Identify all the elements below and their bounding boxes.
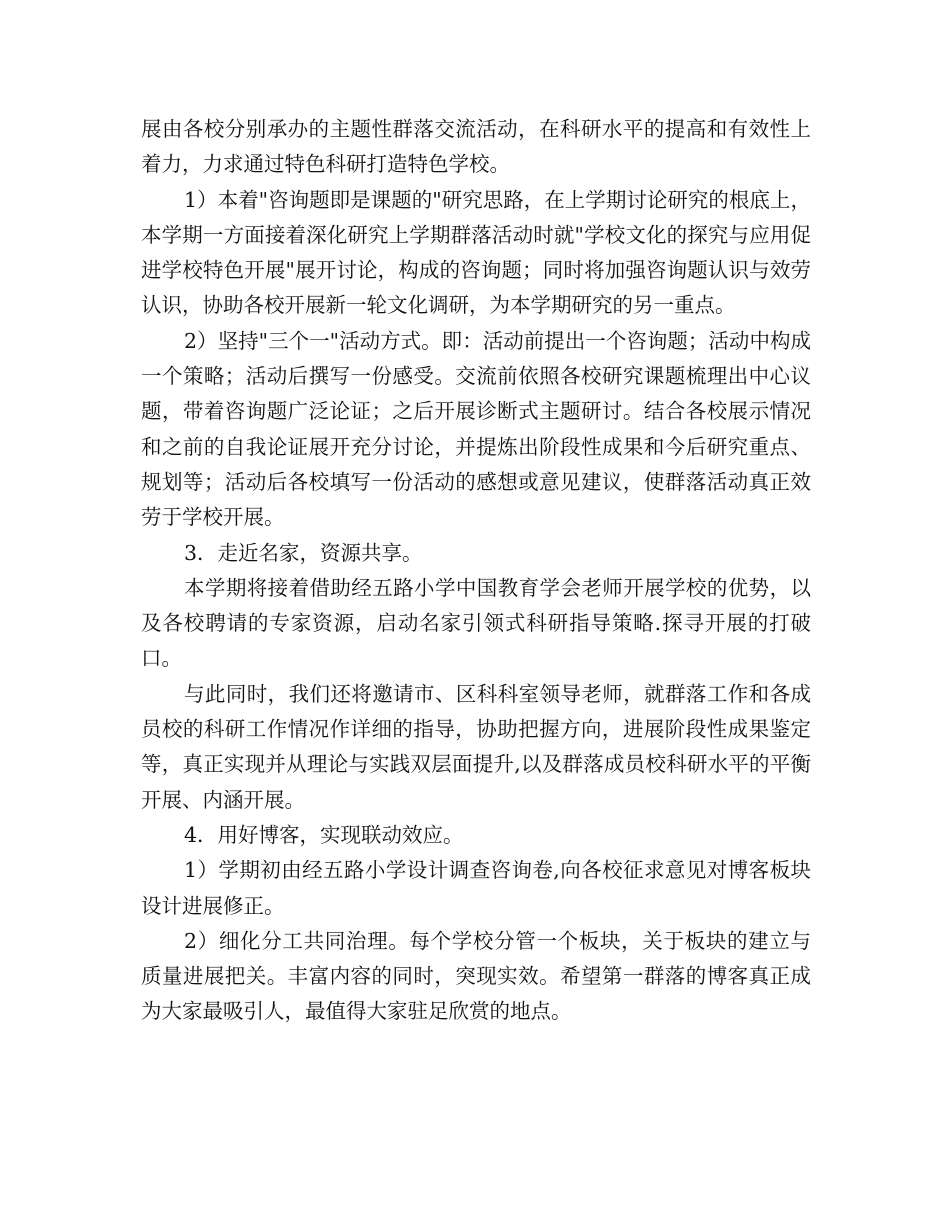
section-heading-3: 3．走近名家，资源共享。 bbox=[184, 540, 423, 565]
section-heading-4: 4．用好博客，实现联动效应。 bbox=[184, 822, 464, 847]
paragraph-blog-survey: 1）学期初由经五路小学设计调查咨询卷,向各校征求意见对博客板块设计进展修正。 bbox=[141, 858, 811, 918]
paragraph-item-2-activity-method: 2）坚持"三个一"活动方式。即：活动前提出一个咨询题；活动中构成一个策略；活动后撰写一份感受。交流前依照各校研究课题梳理出中心议题，带着咨询题广泛论证；之后开展诊断式主题研讨。结合各校展示情况和之前的自我论证展开充分讨论，并提炼出阶段性成果和今后研究重点、规划等；活动后各校填写一份活动的感想或意见建议，使群落活动真正效劳于学校开展。 bbox=[141, 328, 811, 530]
paragraph-item-1-research-approach: 1）本着"咨询题即是课题的"研究思路，在上学期讨论研究的根底上，本学期一方面接着深化研究上学期群落活动时就"学校文化的探究与应用促进学校特色开展"展开讨论，构成的咨询题；同时将加强咨询题认识与效劳认识，协助各校开展新一轮文化调研，为本学期研究的另一重点。 bbox=[141, 187, 811, 318]
paragraph-blog-management: 2）细化分工共同治理。每个学校分管一个板块，关于板块的建立与质量进展把关。丰富内容的同时，突现实效。希望第一群落的博客真正成为大家最吸引人，最值得大家驻足欣赏的地点。 bbox=[141, 928, 811, 1024]
paragraph-expert-resources: 本学期将接着借助经五路小学中国教育学会老师开展学校的优势，以及各校聘请的专家资源，启动名家引领式科研指导策略.探寻开展的打破口。 bbox=[141, 575, 811, 671]
paragraph-guidance: 与此同时，我们还将邀请市、区科科室领导老师，就群落工作和各成员校的科研工作情况作详细的指导，协助把握方向，进展阶段性成果鉴定等，真正实现并从理论与实践双层面提升,以及群落成员校科研水平的平衡开展、内涵开展。 bbox=[141, 681, 811, 812]
paragraph-continuation: 展由各校分别承办的主题性群落交流活动，在科研水平的提高和有效性上着力，力求通过特色科研打造特色学校。 bbox=[141, 117, 811, 177]
document-body bbox=[141, 112, 811, 1030]
